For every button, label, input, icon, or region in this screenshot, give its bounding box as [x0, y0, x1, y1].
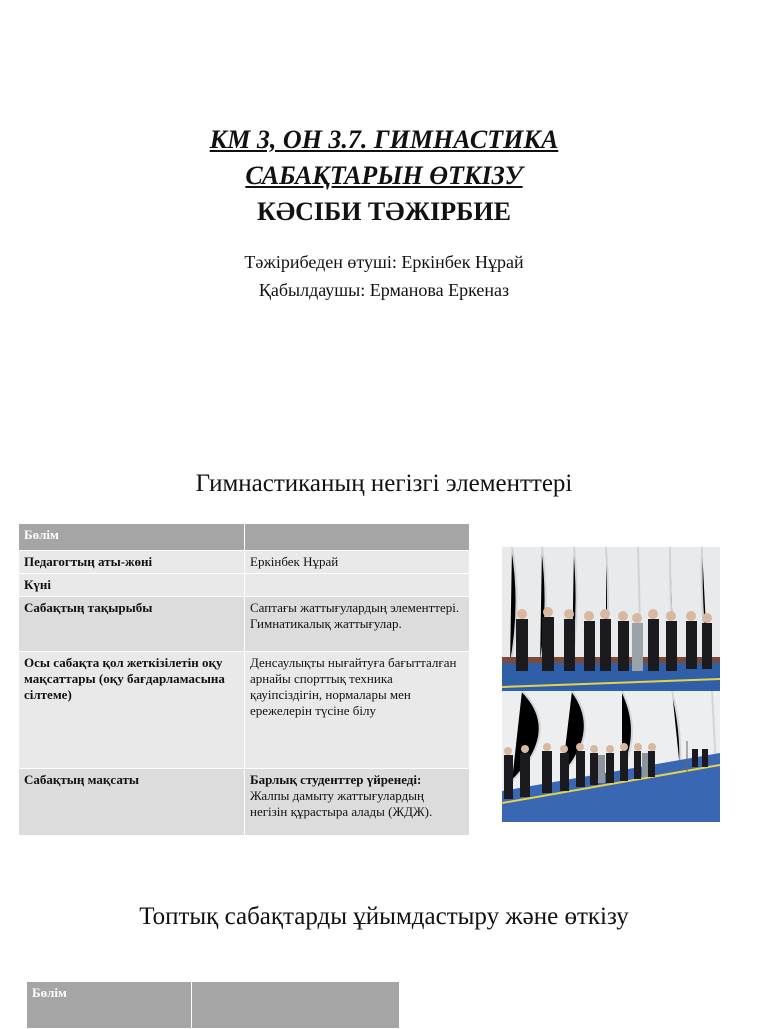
table-row — [19, 597, 470, 652]
table-row — [19, 551, 470, 574]
row-value: Еркінбек Нұрай — [245, 551, 470, 574]
title-line-1: КМ 3, ОН 3.7. ГИМНАСТИКА — [209, 125, 559, 154]
lesson-plan-table — [18, 523, 470, 836]
section-heading-elements: Гимнастиканың негізгі элементтері — [195, 470, 573, 497]
document-meta — [0, 248, 768, 304]
document-title — [0, 122, 768, 230]
header-cell — [192, 982, 400, 1029]
row-value — [245, 769, 470, 836]
row-label: Сабақтың тақырыбы — [19, 597, 245, 652]
header-cell: Бөлім — [19, 524, 245, 551]
row-label: Осы сабақта қол жеткізілетін оқу мақсаттары (оқу бағдарламасына сілтеме) — [19, 652, 245, 769]
row-value — [245, 574, 470, 597]
table-header-row — [19, 524, 470, 551]
row-label: Күні — [19, 574, 245, 597]
table-row — [19, 652, 470, 769]
section-heading-groups: Топтық сабақтарды ұйымдастыру және өткізу — [139, 903, 629, 930]
table-row — [19, 769, 470, 836]
trainee-line: Тәжірибеден өтуші: Еркінбек Нұрай — [244, 252, 524, 272]
title-line-3: КӘСІБИ ТӘЖІРБИЕ — [257, 197, 511, 226]
photo-students-lined-up — [502, 547, 720, 691]
group-lesson-table — [26, 981, 400, 1029]
row-label: Сабақтың мақсаты — [19, 769, 245, 836]
header-cell — [245, 524, 470, 551]
row-value: Саптағы жаттығулардың элементтері. Гимнатикалық жаттығулар. — [245, 597, 470, 652]
photo-students-in-row — [502, 691, 720, 822]
header-cell: Бөлім — [27, 982, 192, 1029]
row-value: Денсаулықты нығайтуға бағытталған арнайы спорттық техника қауіпсіздігін, нормалары мен ережелерін түсіне білу — [245, 652, 470, 769]
table-header-row — [27, 982, 400, 1029]
lesson-photos — [502, 547, 720, 822]
row-label: Педагогтың аты-жөні — [19, 551, 245, 574]
table-row — [19, 574, 470, 597]
row-value-bold: Барлық студенттер үйренеді: — [250, 772, 422, 787]
supervisor-line: Қабылдаушы: Ерманова Еркеназ — [258, 280, 510, 300]
row-value-text: Жалпы дамыту жаттығулардың негізін құрастыра алады (ЖДЖ). — [250, 788, 433, 819]
title-line-2: САБАҚТАРЫН ӨТКІЗУ — [245, 161, 523, 190]
